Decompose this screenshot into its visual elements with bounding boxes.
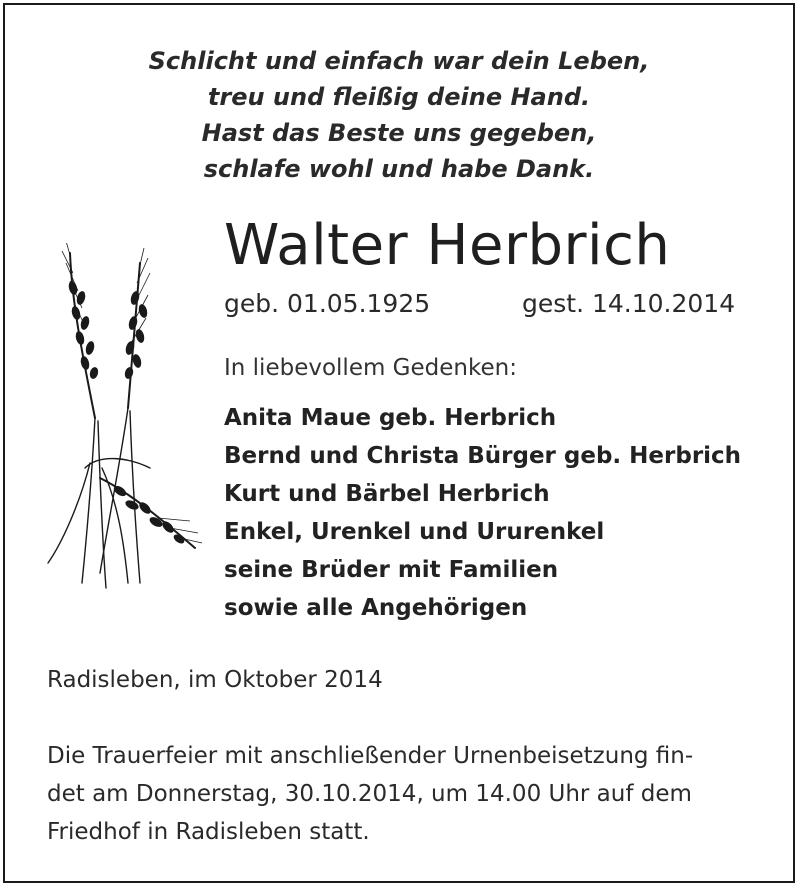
poem: [5, 43, 793, 187]
wheat-ears-icon: [40, 243, 205, 593]
birth-date: geb. 01.05.1925: [224, 289, 431, 318]
deceased-name: Walter Herbrich: [224, 213, 671, 278]
obituary-card: [3, 3, 795, 883]
mourner-line: Bernd und Christa Bürger geb. Herbrich: [224, 443, 742, 469]
mourner-line: Kurt und Bärbel Herbrich: [224, 481, 550, 507]
notice-line: det am Donnerstag, 30.10.2014, um 14.00 Uhr auf dem: [47, 781, 692, 807]
notice-line: Friedhof in Radisleben statt.: [47, 819, 370, 845]
place-and-date: Radisleben, im Oktober 2014: [47, 667, 383, 693]
mourner-line: Anita Maue geb. Herbrich: [224, 405, 557, 431]
poem-line: Hast das Beste uns gegeben,: [201, 119, 597, 147]
poem-line: schlafe wohl und habe Dank.: [203, 155, 595, 183]
mourner-line: sowie alle Angehörigen: [224, 595, 528, 621]
poem-line: Schlicht und einfach war dein Leben,: [148, 47, 650, 75]
death-date: gest. 14.10.2014: [522, 289, 736, 318]
mourner-line: Enkel, Urenkel und Ururenkel: [224, 519, 605, 545]
funeral-notice: [47, 737, 693, 851]
notice-line: Die Trauerfeier mit anschließender Urnenbeisetzung fin-: [47, 743, 694, 769]
mourners-list: [224, 399, 741, 627]
poem-line: treu und fleißig deine Hand.: [207, 83, 591, 111]
life-dates: [224, 289, 736, 318]
mourner-line: seine Brüder mit Familien: [224, 557, 559, 583]
remembrance-intro: In liebevollem Gedenken:: [224, 355, 517, 381]
